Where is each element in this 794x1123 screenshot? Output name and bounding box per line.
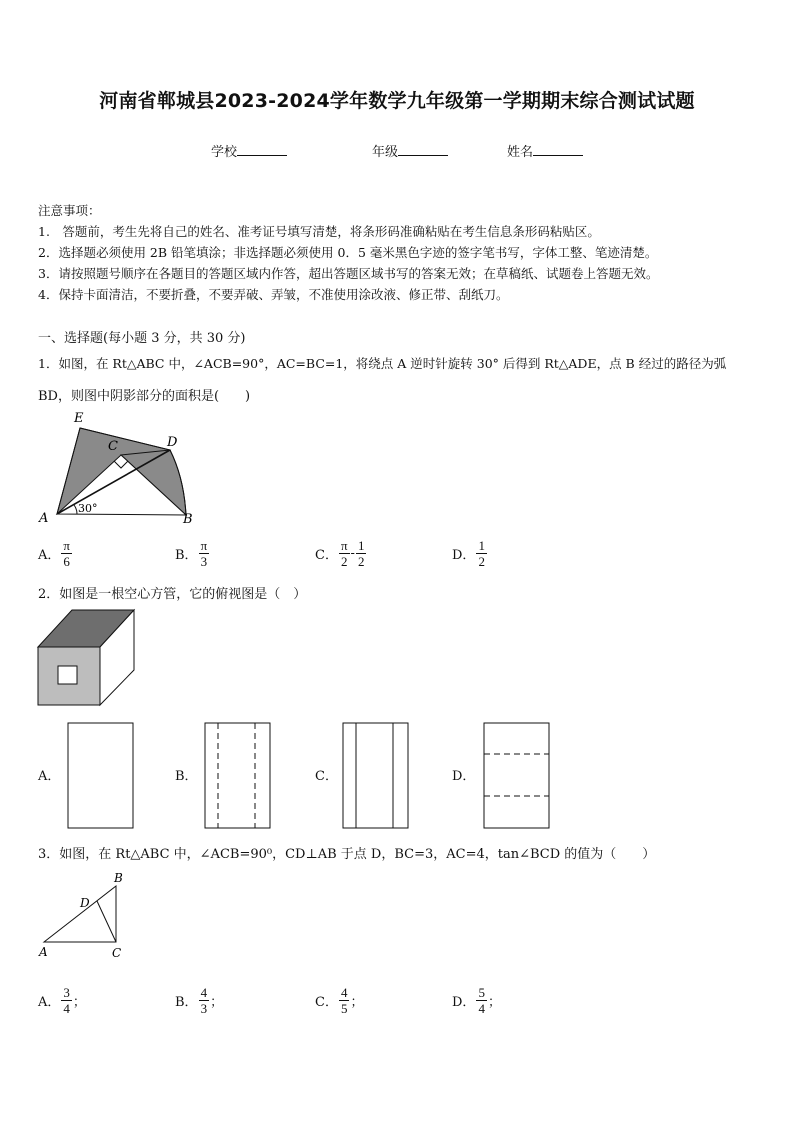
school-field (211, 141, 287, 160)
q1-label-c: C (108, 439, 118, 454)
q1-option-a[interactable] (38, 538, 73, 569)
q1-label-a: A (39, 511, 49, 526)
q2-option-c-label[interactable]: C． (315, 769, 338, 784)
q3-option-d-fraction: $\frac{5}{4}$ (478, 985, 485, 1016)
q3-option-a-label: A． (38, 995, 61, 1010)
q2-option-a-label[interactable]: A． (38, 769, 61, 784)
q3-option-b[interactable]: B． $\frac{4}{3}$ ； (175, 985, 224, 1016)
q3-option-b-fraction: $\frac{4}{3}$ (200, 985, 208, 1016)
q1-label-d: D (167, 435, 178, 450)
q3-option-b-label: B． (175, 995, 198, 1010)
q1-option-b[interactable] (175, 538, 210, 569)
q2-text: 2．如图是一根空心方管，它的俯视图是（ ） (38, 587, 307, 602)
q3-option-a-fraction: $\frac{3}{4}$ (63, 985, 70, 1016)
q1-label-angle: 30° (78, 502, 98, 515)
q2-option-c-figure[interactable] (342, 722, 410, 830)
q1-option-c-label: C． (315, 548, 338, 563)
q1-option-b-fraction: $\frac{\pi}{3}$ (200, 538, 208, 569)
q1-option-c[interactable] (315, 538, 367, 569)
q3-option-d-label: D． (452, 995, 476, 1010)
q1-label-b: B (183, 512, 193, 527)
q2-option-b-label[interactable]: B． (175, 769, 198, 784)
note-item-4: 4．保持卡面清洁，不要折叠，不要弄破、弄皱，不准使用涂改液、修正带、刮纸刀。 (38, 287, 509, 302)
q1-option-c-minus: - (350, 546, 355, 561)
school-label: 学校 (211, 145, 238, 160)
q1-label-e: E (74, 411, 84, 426)
q3-label-d: D (80, 896, 90, 910)
q3-label-c: C (112, 946, 122, 960)
q3-label-b: B (114, 871, 123, 885)
school-blank[interactable] (237, 143, 287, 156)
q2-option-d-label[interactable]: D． (452, 769, 476, 784)
q3-option-d[interactable]: D． $\frac{5}{4}$ ； (452, 985, 501, 1016)
q3-label-a: A (39, 945, 48, 959)
name-field (507, 141, 583, 160)
q3-text: 3．如图，在 Rt△ABC 中，∠ACB=90⁰，CD⊥AB 于点 D，BC=3，AC=4，tan∠BCD 的值为（ ） (38, 847, 656, 862)
q2-option-a-figure[interactable] (67, 722, 135, 830)
q1-option-a-label: A． (38, 548, 61, 563)
q1-text-line1: 1．如图，在 Rt△ABC 中，∠ACB=90°，AC=BC=1，将绕点 A 逆时针旋转 30° 后得到 Rt△ADE，点 B 经过的路径为弧 (38, 356, 727, 371)
q2-option-b-figure[interactable] (204, 722, 272, 830)
q3-option-a[interactable]: A． $\frac{3}{4}$ ； (38, 985, 86, 1016)
q1-option-d[interactable] (452, 538, 488, 569)
q3-option-c-label: C． (315, 995, 338, 1010)
q1-option-d-fraction: $\frac{1}{2}$ (478, 538, 485, 569)
q1-option-d-label: D． (452, 548, 476, 563)
q1-figure (36, 408, 196, 528)
notes-heading: 注意事项： (38, 203, 101, 218)
q2-option-d-figure[interactable] (483, 722, 551, 830)
name-blank[interactable] (533, 143, 583, 156)
q1-option-c-fraction-1: $\frac{\pi}{2}$ (340, 538, 348, 569)
name-label: 姓名 (507, 145, 534, 160)
section-heading: 一、选择题(每小题 3 分，共 30 分) (38, 331, 246, 346)
q3-option-c-fraction: $\frac{4}{5}$ (340, 985, 348, 1016)
page-title: 河南省郸城县2023-2024学年数学九年级第一学期期末综合测试试题 (99, 90, 695, 112)
note-item-3: 3．请按照题号顺序在各题目的答题区域内作答，超出答题区域书写的答案无效；在草稿纸、试题卷上答题无效。 (38, 266, 659, 281)
q3-figure (36, 868, 136, 964)
grade-field (372, 141, 448, 160)
grade-blank[interactable] (398, 143, 448, 156)
q1-option-b-label: B． (175, 548, 198, 563)
q3-option-c[interactable]: C． $\frac{4}{5}$ ； (315, 985, 364, 1016)
q1-option-a-fraction: $\frac{\pi}{6}$ (63, 538, 70, 569)
note-item-1: 1. 答题前，考生先将自己的姓名、准考证号填写清楚，将条形码准确粘贴在考生信息条形码粘贴区。 (38, 224, 600, 239)
note-item-2: 2．选择题必须使用 2B 铅笔填涂；非选择题必须使用 0．5 毫米黑色字迹的签字笔书写，字体工整、笔迹清楚。 (38, 245, 658, 260)
q2-figure-hollow-tube (36, 607, 138, 707)
q1-text-line2: BD，则图中阴影部分的面积是( ) (38, 389, 251, 404)
grade-label: 年级 (372, 145, 399, 160)
q1-option-c-fraction-2: $\frac{1}{2}$ (357, 538, 365, 569)
